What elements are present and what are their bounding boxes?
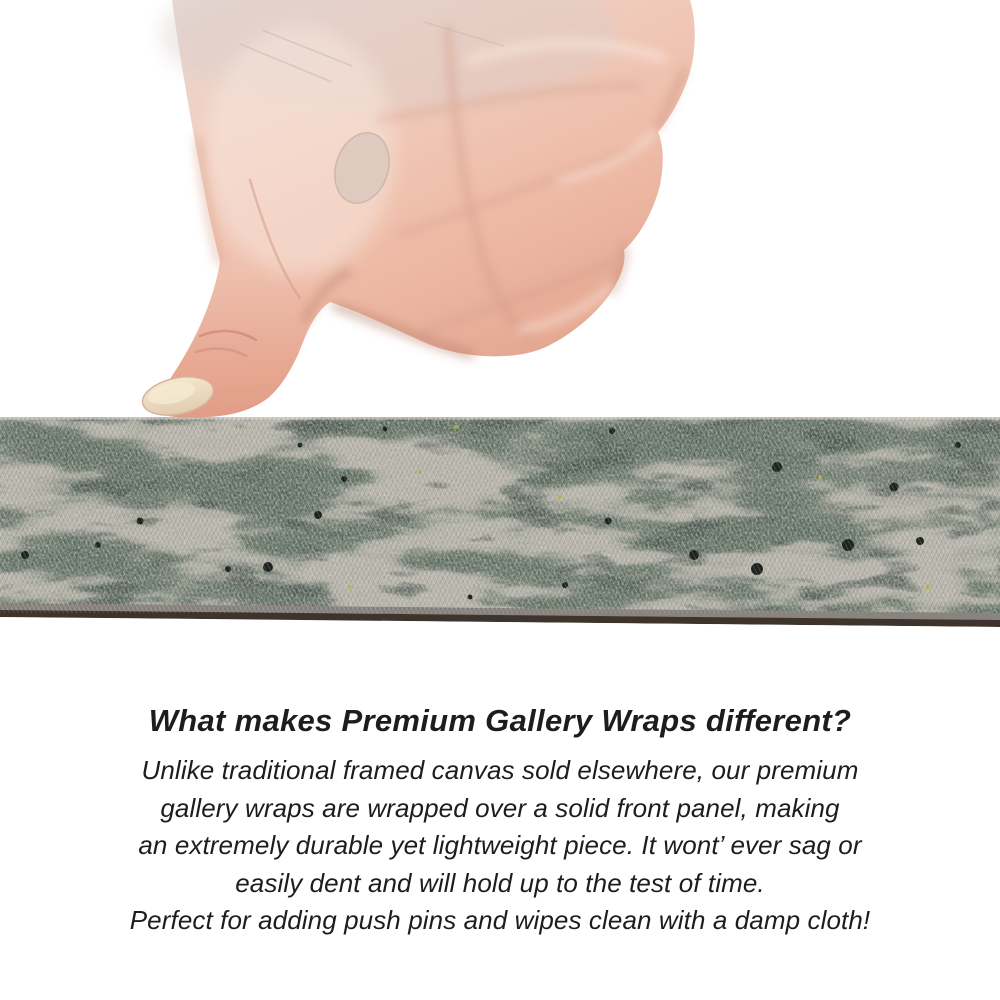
headline: What makes Premium Gallery Wraps different?: [148, 703, 852, 738]
body-line: gallery wraps are wrapped over a solid front panel, making: [160, 792, 840, 823]
text-block: [0, 699, 1000, 940]
canvas-edge-strip: [0, 417, 1000, 629]
body-line: easily dent and will hold up to the test of time.: [235, 867, 765, 898]
hand-illustration: [0, 0, 1000, 418]
body-line: Perfect for adding push pins and wipes clean with a damp cloth!: [129, 905, 871, 935]
body-line: Unlike traditional framed canvas sold elsewhere, our premium: [141, 755, 859, 785]
body-line: an extremely durable yet lightweight piece. It wont’ ever sag or: [138, 830, 862, 860]
